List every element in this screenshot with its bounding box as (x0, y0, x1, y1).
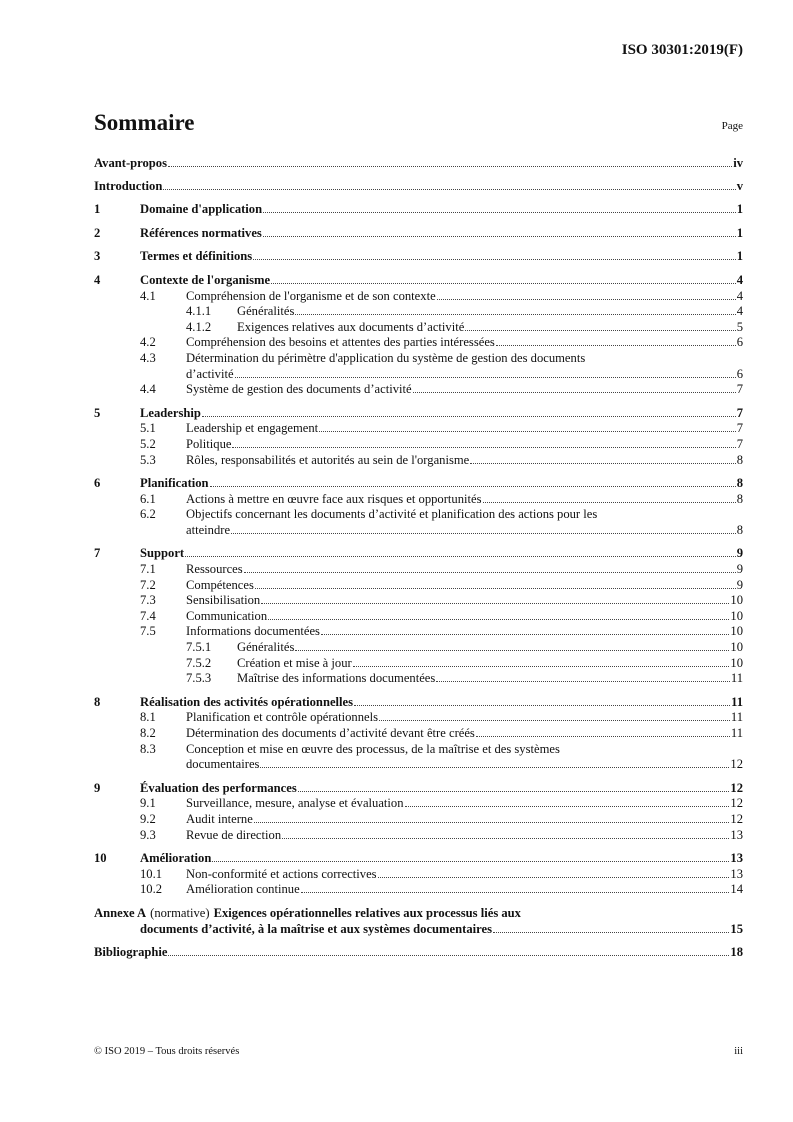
entry-title: Termes et définitions (140, 249, 253, 264)
toc-entry[interactable] (94, 202, 743, 218)
toc-entry[interactable] (94, 304, 743, 320)
toc-entry[interactable] (94, 453, 743, 469)
entry-title: Création et mise à jour (237, 655, 352, 670)
dot-leader (271, 283, 736, 284)
toc-entry[interactable] (94, 796, 743, 812)
toc-entry[interactable] (94, 867, 743, 883)
entry-title: Amélioration continue (186, 882, 300, 897)
toc-entry[interactable] (94, 179, 743, 195)
toc-entry[interactable] (94, 710, 743, 726)
entry-title: Informations documentées (186, 624, 320, 639)
entry-number: 2 (94, 225, 101, 240)
dot-leader (496, 345, 736, 346)
dot-leader (163, 189, 735, 190)
dot-leader (493, 932, 729, 933)
entry-title: Exigences opérationnelles relatives aux processus liés aux (213, 905, 521, 920)
dot-leader (319, 431, 736, 432)
entry-title: Conception et mise en œuvre des processus, de la maîtrise et des systèmes (186, 741, 560, 756)
table-of-contents (94, 156, 743, 961)
entry-page: 7 (736, 405, 743, 420)
toc-entry[interactable] (94, 812, 743, 828)
entry-number: 1 (94, 202, 101, 217)
toc-entry[interactable] (94, 593, 743, 609)
toc-entry[interactable] (94, 335, 743, 351)
entry-page: iv (733, 156, 743, 170)
entry-number: 8.1 (140, 710, 156, 725)
entry-title: Communication (186, 608, 268, 623)
entry-title: Rôles, responsabilités et autorités au sein de l'organisme (186, 452, 470, 467)
toc-entry-continuation (94, 367, 743, 383)
entry-number: 9.2 (140, 811, 156, 826)
dot-leader (476, 736, 730, 737)
toc-entry[interactable] (94, 406, 743, 422)
toc-entry[interactable] (94, 851, 743, 867)
entry-title: Contexte de l'organisme (140, 272, 271, 287)
entry-page: 14 (730, 882, 743, 897)
footer-copyright: © ISO 2019 – Tous droits réservés (94, 1046, 240, 1057)
entry-title: Leadership (140, 405, 201, 420)
toc-entry[interactable] (94, 507, 743, 523)
toc-entry[interactable] (94, 351, 743, 367)
entry-title: Avant-propos (94, 156, 168, 170)
entry-number: 8 (94, 694, 101, 709)
entry-number: 7.5.3 (186, 671, 212, 686)
entry-page: 12 (730, 796, 743, 811)
entry-title: Compétences (186, 577, 254, 592)
entry-title: Bibliographie (94, 945, 168, 960)
entry-title: Revue de direction (186, 827, 282, 842)
entry-title: Références normatives (140, 225, 262, 240)
entry-title-continuation: documents d’activité, à la maîtrise et aux systèmes documentaires (140, 921, 492, 936)
toc-entry[interactable] (94, 640, 743, 656)
entry-page: 9 (736, 562, 743, 577)
toc-entry[interactable] (94, 249, 743, 265)
entry-title: Généralités (237, 640, 295, 655)
toc-entry-continuation (94, 922, 743, 938)
entry-title: Généralités (237, 304, 295, 319)
entry-title-continuation: atteindre (186, 522, 231, 537)
entry-number: 7.2 (140, 577, 156, 592)
entry-title: Politique (186, 436, 232, 451)
toc-entry[interactable] (94, 781, 743, 797)
entry-page: 8 (736, 476, 743, 491)
dot-leader (483, 502, 736, 503)
entry-number: 9.1 (140, 796, 156, 811)
entry-page: 11 (730, 671, 743, 686)
entry-page: v (736, 178, 743, 193)
entry-title: Amélioration (140, 851, 212, 866)
entry-number: 10.1 (140, 866, 163, 881)
entry-page: 6 (736, 366, 743, 381)
toc-entry[interactable] (94, 624, 743, 640)
toc-entry[interactable] (94, 906, 743, 922)
toc-entry[interactable] (94, 828, 743, 844)
entry-page: 11 (731, 694, 743, 709)
toc-entry[interactable] (94, 671, 743, 687)
toc-entry[interactable] (94, 882, 743, 898)
entry-page: 12 (730, 757, 743, 772)
entry-page: 10 (730, 624, 743, 639)
entry-title: Exigences relatives aux documents d’activité (237, 319, 465, 334)
entry-title: Planification et contrôle opérationnels (186, 710, 378, 725)
entry-page: 12 (730, 780, 743, 795)
toc-entry[interactable] (94, 382, 743, 398)
entry-page: 8 (736, 452, 743, 467)
entry-number: 7.1 (140, 562, 156, 577)
entry-page: 4 (736, 304, 743, 319)
dot-leader (235, 377, 736, 378)
entry-title: Détermination des documents d’activité devant être créés (186, 726, 475, 740)
entry-title-continuation: d’activité (186, 366, 234, 381)
entry-number: 5 (94, 405, 101, 420)
entry-page: 1 (736, 249, 743, 264)
entry-page: 1 (736, 225, 743, 240)
entry-number: 5.3 (140, 452, 156, 467)
dot-leader (231, 533, 736, 534)
entry-title: Ressources (186, 562, 243, 577)
dot-leader (379, 720, 730, 721)
dot-leader (212, 861, 729, 862)
dot-leader (261, 603, 729, 604)
entry-number: 4.3 (140, 350, 156, 365)
entry-number: 6 (94, 476, 101, 491)
toc-entry[interactable] (94, 546, 743, 562)
entry-page: 10 (730, 655, 743, 670)
entry-page: 7 (736, 421, 743, 436)
entry-page: 8 (736, 522, 743, 537)
entry-number: 3 (94, 249, 101, 264)
entry-page: 4 (736, 288, 743, 303)
dot-leader (268, 619, 729, 620)
entry-title: Surveillance, mesure, analyse et évaluation (186, 796, 404, 811)
dot-leader (260, 767, 729, 768)
entry-number: 4.2 (140, 335, 156, 350)
toc-entry-continuation (94, 757, 743, 773)
document-id: ISO 30301:2019(F) (621, 42, 743, 58)
entry-number: 7.5.1 (186, 640, 212, 655)
entry-title: Support (140, 546, 185, 561)
entry-number: 7.3 (140, 593, 156, 608)
entry-number: 7.5 (140, 624, 156, 639)
entry-page: 13 (730, 851, 743, 866)
toc-entry[interactable] (94, 289, 743, 305)
entry-number: 7 (94, 546, 101, 561)
dot-leader (185, 556, 736, 557)
entry-page: 7 (736, 382, 743, 397)
entry-page: 9 (736, 546, 743, 561)
page-title: Sommaire (94, 110, 195, 135)
dot-leader (295, 650, 729, 651)
toc-entry[interactable] (94, 492, 743, 508)
dot-leader (437, 299, 736, 300)
toc-entry[interactable] (94, 656, 743, 672)
entry-page: 6 (736, 335, 743, 350)
toc-entry[interactable] (94, 437, 743, 453)
entry-number: 10.2 (140, 882, 163, 897)
entry-number: 4.1.2 (186, 319, 212, 334)
entry-number: 4 (94, 272, 101, 287)
toc-entry[interactable] (94, 609, 743, 625)
dot-leader (470, 463, 735, 464)
toc-entry[interactable] (94, 320, 743, 336)
entry-title: Objectifs concernant les documents d’activité et planification des actions pour les (186, 507, 598, 522)
entry-number: 8.3 (140, 741, 156, 756)
footer-page-number: iii (734, 1046, 743, 1057)
dot-leader (202, 416, 736, 417)
toc-entry[interactable] (94, 726, 743, 742)
dot-leader (263, 236, 736, 237)
entry-title: Introduction (94, 178, 163, 193)
toc-entry[interactable] (94, 421, 743, 437)
dot-leader (378, 877, 730, 878)
entry-title: Planification (140, 476, 209, 491)
entry-number: 7.5.2 (186, 655, 212, 670)
annex-note: (normative) (150, 905, 210, 920)
dot-leader (413, 392, 736, 393)
dot-leader (436, 681, 730, 682)
entry-title: Réalisation des activités opérationnelles (140, 694, 354, 709)
dot-leader (232, 447, 735, 448)
entry-number: 9 (94, 780, 101, 795)
entry-page: 13 (730, 827, 743, 842)
dot-leader (254, 822, 730, 823)
entry-page: 1 (736, 202, 743, 217)
dot-leader (263, 212, 736, 213)
toc-entry[interactable] (94, 226, 743, 242)
entry-page: 10 (730, 640, 743, 655)
dot-leader (282, 838, 729, 839)
entry-number: 4.4 (140, 382, 156, 397)
entry-number: 4.1.1 (186, 304, 212, 319)
entry-number: 4.1 (140, 288, 156, 303)
entry-title: Actions à mettre en œuvre face aux risques et opportunités (186, 491, 482, 506)
entry-page: 11 (730, 726, 743, 740)
dot-leader (168, 166, 732, 167)
toc-entry-continuation (94, 523, 743, 539)
entry-number: 10 (94, 851, 107, 866)
entry-page: 12 (730, 811, 743, 826)
entry-number: 9.3 (140, 827, 156, 842)
entry-title: Non-conformité et actions correctives (186, 866, 377, 881)
entry-number: 8.2 (140, 726, 156, 740)
entry-page: 5 (736, 319, 743, 334)
dot-leader (465, 330, 735, 331)
entry-title: Audit interne (186, 811, 253, 826)
entry-number: 5.1 (140, 421, 156, 436)
entry-number: 5.2 (140, 436, 156, 451)
dot-leader (168, 955, 729, 956)
toc-entry[interactable] (94, 578, 743, 594)
entry-title-continuation: documentaires (186, 757, 260, 772)
entry-title: Compréhension des besoins et attentes des parties intéressées (186, 335, 495, 350)
toc-entry[interactable] (94, 695, 743, 711)
dot-leader (210, 486, 736, 487)
toc-entry[interactable] (94, 945, 743, 961)
entry-page: 7 (736, 436, 743, 451)
entry-title: Maîtrise des informations documentées (237, 671, 436, 686)
entry-title: Évaluation des performances (140, 780, 297, 795)
dot-leader (255, 588, 736, 589)
dot-leader (353, 666, 730, 667)
dot-leader (321, 634, 729, 635)
entry-page: 8 (736, 491, 743, 506)
entry-title: Leadership et engagement (186, 421, 319, 436)
dot-leader (405, 806, 730, 807)
entry-title: Sensibilisation (186, 593, 261, 608)
dot-leader (295, 314, 735, 315)
toc-entry[interactable] (94, 742, 743, 758)
entry-title: Système de gestion des documents d’activité (186, 382, 412, 397)
entry-number: 6.1 (140, 491, 156, 506)
dot-leader (253, 259, 736, 260)
dot-leader (298, 791, 730, 792)
annex-label: Annexe A (94, 905, 147, 920)
entry-title: Compréhension de l'organisme et de son contexte (186, 288, 436, 303)
dot-leader (301, 892, 730, 893)
entry-number: 6.2 (140, 507, 156, 522)
toc-entry[interactable] (94, 562, 743, 578)
entry-page: 4 (736, 272, 743, 287)
dot-leader (244, 572, 736, 573)
entry-page: 13 (730, 866, 743, 881)
page-column-label: Page (721, 120, 743, 132)
toc-entry[interactable] (94, 476, 743, 492)
entry-page: 10 (730, 608, 743, 623)
dot-leader (354, 705, 730, 706)
entry-page: 15 (730, 921, 743, 936)
entry-number: 7.4 (140, 608, 156, 623)
toc-entry[interactable] (94, 156, 743, 172)
entry-page: 18 (730, 945, 743, 960)
entry-title: Détermination du périmètre d'application du système de gestion des documents (186, 350, 586, 365)
entry-title: Domaine d'application (140, 202, 263, 217)
toc-entry[interactable] (94, 273, 743, 289)
entry-page: 11 (730, 710, 743, 725)
entry-page: 10 (730, 593, 743, 608)
entry-page: 9 (736, 577, 743, 592)
